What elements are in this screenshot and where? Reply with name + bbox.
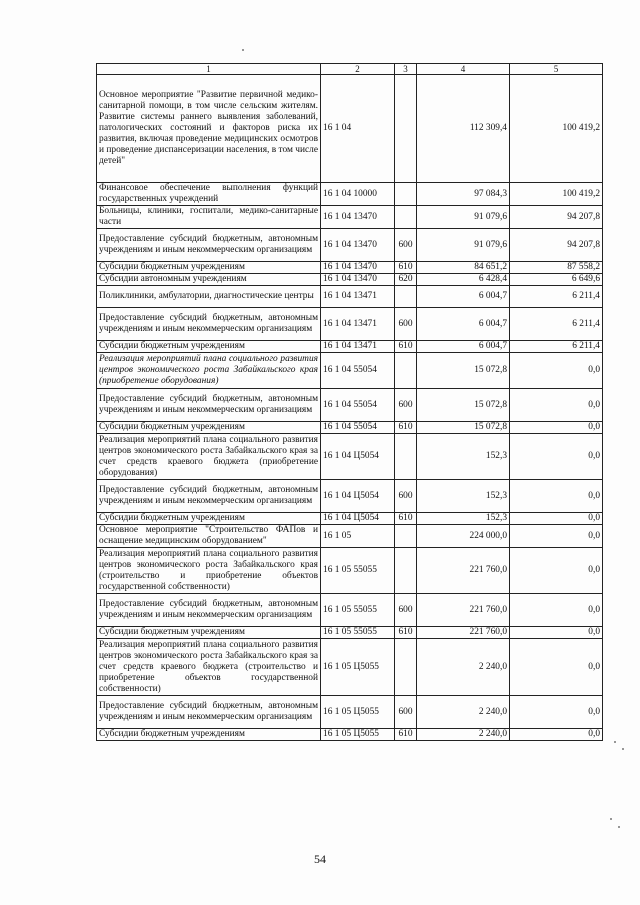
row-code-cell: 16 1 04 13470	[321, 229, 395, 262]
row-code-cell: 16 1 05 Ц5055	[321, 696, 395, 729]
row-amount-2-cell: 100 419,2	[510, 183, 603, 206]
row-amount-1-cell: 6 004,7	[417, 308, 510, 341]
row-amount-2-cell: 0,0	[510, 729, 603, 741]
row-name-cell: Предоставление субсидий бюджетным, автономным учреждениям и иным некоммерческим организациям	[97, 308, 321, 341]
table-row	[97, 341, 603, 353]
row-code-cell: 16 1 04 13471	[321, 286, 395, 308]
row-amount-2-cell: 0,0	[510, 353, 603, 389]
row-name-cell: Поликлиники, амбулатории, диагностические центры	[97, 286, 321, 308]
row-expense-kind-cell	[395, 639, 417, 696]
row-name-cell: Предоставление субсидий бюджетным, автономным учреждениям и иным некоммерческим организациям	[97, 480, 321, 513]
row-amount-2-cell: 94 207,8	[510, 229, 603, 262]
row-code-cell: 16 1 04 55054	[321, 353, 395, 389]
table-row	[97, 696, 603, 729]
row-name-cell: Реализация мероприятий плана социального развития центров экономического роста Забайкальского края (строительство и приобретение объектов государственной собственности)	[97, 548, 321, 594]
table-row	[97, 229, 603, 262]
row-expense-kind-cell: 600	[395, 308, 417, 341]
row-amount-1-cell: 97 084,3	[417, 183, 510, 206]
row-amount-1-cell: 6 004,7	[417, 286, 510, 308]
table-row	[97, 594, 603, 627]
row-amount-1-cell: 15 072,8	[417, 422, 510, 434]
row-amount-2-cell: 6 211,4	[510, 308, 603, 341]
row-amount-2-cell: 6 649,6	[510, 274, 603, 286]
table-row	[97, 262, 603, 274]
row-amount-2-cell: 0,0	[510, 389, 603, 422]
row-name-cell: Реализация мероприятий плана социального развития центров экономического роста Забайкальского края за счет средств краевого бюджета (строительство и приобретение объектов государственной собственности)	[97, 639, 321, 696]
row-code-cell: 16 1 05 Ц5055	[321, 639, 395, 696]
row-expense-kind-cell: 600	[395, 594, 417, 627]
row-code-cell: 16 1 04 13470	[321, 206, 395, 229]
row-amount-2-cell: 0,0	[510, 696, 603, 729]
scan-speck	[618, 826, 620, 828]
table-row	[97, 183, 603, 206]
row-amount-1-cell: 6 004,7	[417, 341, 510, 353]
table-row	[97, 206, 603, 229]
row-amount-2-cell: 0,0	[510, 594, 603, 627]
row-amount-2-cell: 0,0	[510, 639, 603, 696]
row-code-cell: 16 1 05 55055	[321, 548, 395, 594]
row-expense-kind-cell	[395, 286, 417, 308]
row-expense-kind-cell: 610	[395, 627, 417, 639]
column-number: 4	[417, 64, 510, 75]
row-name-cell: Основное мероприятие "Развитие первичной медико-санитарной помощи, в том числе сельским жителям. Развитие системы раннего выявления заболеваний, патологических состояний и факторов риска их развития, включая проведение медицинских осмотров и проведение диспансеризации населения, в том числе детей"	[97, 75, 321, 183]
row-amount-1-cell: 224 000,0	[417, 525, 510, 548]
row-amount-1-cell: 91 079,6	[417, 206, 510, 229]
row-expense-kind-cell	[395, 525, 417, 548]
row-amount-2-cell: 0,0	[510, 513, 603, 525]
table-row	[97, 389, 603, 422]
row-name-cell: Предоставление субсидий бюджетным, автономным учреждениям и иным некоммерческим организациям	[97, 696, 321, 729]
row-name-cell: Реализация мероприятий плана социального развития центров экономического роста Забайкальского края за счет средств краевого бюджета (приобретение оборудования)	[97, 434, 321, 480]
scan-speck	[610, 818, 612, 820]
table-row	[97, 75, 603, 183]
row-expense-kind-cell	[395, 183, 417, 206]
row-expense-kind-cell: 610	[395, 422, 417, 434]
table-row	[97, 353, 603, 389]
row-name-cell: Субсидии бюджетным учреждениям	[97, 422, 321, 434]
row-code-cell: 16 1 05 55055	[321, 627, 395, 639]
row-name-cell: Предоставление субсидий бюджетным, автономным учреждениям и иным некоммерческим организациям	[97, 594, 321, 627]
row-amount-1-cell: 15 072,8	[417, 353, 510, 389]
row-code-cell: 16 1 04 Ц5054	[321, 434, 395, 480]
row-amount-1-cell: 91 079,6	[417, 229, 510, 262]
row-amount-2-cell: 94 207,8	[510, 206, 603, 229]
row-code-cell: 16 1 04	[321, 75, 395, 183]
row-code-cell: 16 1 04 13470	[321, 262, 395, 274]
row-amount-1-cell: 2 240,0	[417, 729, 510, 741]
row-code-cell: 16 1 04 55054	[321, 389, 395, 422]
row-amount-1-cell: 152,3	[417, 480, 510, 513]
row-name-cell: Субсидии автономным учреждениям	[97, 274, 321, 286]
table-row	[97, 627, 603, 639]
row-expense-kind-cell	[395, 548, 417, 594]
row-expense-kind-cell	[395, 434, 417, 480]
row-expense-kind-cell: 620	[395, 274, 417, 286]
row-expense-kind-cell: 610	[395, 341, 417, 353]
row-code-cell: 16 1 05 55055	[321, 594, 395, 627]
row-name-cell: Субсидии бюджетным учреждениям	[97, 729, 321, 741]
table-row	[97, 434, 603, 480]
row-amount-2-cell: 100 419,2	[510, 75, 603, 183]
row-code-cell: 16 1 04 55054	[321, 422, 395, 434]
table-row	[97, 422, 603, 434]
row-code-cell: 16 1 04 Ц5054	[321, 513, 395, 525]
row-name-cell: Субсидии бюджетным учреждениям	[97, 627, 321, 639]
table-row	[97, 274, 603, 286]
row-code-cell: 16 1 05 Ц5055	[321, 729, 395, 741]
row-amount-2-cell: 0,0	[510, 548, 603, 594]
row-amount-1-cell: 152,3	[417, 513, 510, 525]
table-row	[97, 480, 603, 513]
table-row	[97, 308, 603, 341]
row-amount-2-cell: 0,0	[510, 422, 603, 434]
row-expense-kind-cell: 610	[395, 513, 417, 525]
row-amount-1-cell: 2 240,0	[417, 639, 510, 696]
row-expense-kind-cell	[395, 206, 417, 229]
column-number: 3	[395, 64, 417, 75]
row-name-cell: Субсидии бюджетным учреждениям	[97, 262, 321, 274]
budget-table	[96, 63, 603, 741]
table-row	[97, 729, 603, 741]
row-expense-kind-cell: 610	[395, 729, 417, 741]
row-amount-1-cell: 2 240,0	[417, 696, 510, 729]
row-expense-kind-cell: 610	[395, 262, 417, 274]
row-amount-2-cell: 87 558,2	[510, 262, 603, 274]
table-row	[97, 525, 603, 548]
budget-table-body	[97, 64, 603, 741]
table-row	[97, 548, 603, 594]
row-name-cell: Предоставление субсидий бюджетным, автономным учреждениям и иным некоммерческим организациям	[97, 229, 321, 262]
row-expense-kind-cell: 600	[395, 229, 417, 262]
row-expense-kind-cell: 600	[395, 480, 417, 513]
column-number-row	[97, 64, 603, 75]
row-expense-kind-cell	[395, 353, 417, 389]
row-expense-kind-cell	[395, 75, 417, 183]
row-amount-1-cell: 221 760,0	[417, 548, 510, 594]
row-amount-1-cell: 84 651,2	[417, 262, 510, 274]
row-code-cell: 16 1 04 13471	[321, 341, 395, 353]
row-name-cell: Реализация мероприятий плана социального развития центров экономического роста Забайкальского края (приобретение оборудования)	[97, 353, 321, 389]
table-row	[97, 513, 603, 525]
column-number: 5	[510, 64, 603, 75]
row-name-cell: Финансовое обеспечение выполнения функций государственных учреждений	[97, 183, 321, 206]
row-amount-1-cell: 112 309,4	[417, 75, 510, 183]
row-name-cell: Основное мероприятие "Строительство ФАПов и оснащение медицинским оборудованием"	[97, 525, 321, 548]
row-expense-kind-cell: 600	[395, 389, 417, 422]
row-amount-1-cell: 152,3	[417, 434, 510, 480]
row-code-cell: 16 1 04 10000	[321, 183, 395, 206]
column-number: 1	[97, 64, 321, 75]
row-name-cell: Предоставление субсидий бюджетным, автономным учреждениям и иным некоммерческим организациям	[97, 389, 321, 422]
scan-speck	[622, 748, 624, 750]
scan-speck	[614, 741, 616, 743]
row-amount-2-cell: 0,0	[510, 480, 603, 513]
row-amount-2-cell: 0,0	[510, 525, 603, 548]
row-name-cell: Больницы, клиники, госпитали, медико-санитарные части	[97, 206, 321, 229]
row-amount-1-cell: 6 428,4	[417, 274, 510, 286]
row-name-cell: Субсидии бюджетным учреждениям	[97, 341, 321, 353]
row-amount-2-cell: 6 211,4	[510, 341, 603, 353]
row-code-cell: 16 1 04 13470	[321, 274, 395, 286]
row-code-cell: 16 1 05	[321, 525, 395, 548]
scan-speck	[242, 49, 244, 51]
row-code-cell: 16 1 04 Ц5054	[321, 480, 395, 513]
page-number: 54	[314, 852, 326, 866]
row-amount-2-cell: 6 211,4	[510, 286, 603, 308]
row-amount-2-cell: 0,0	[510, 627, 603, 639]
row-amount-1-cell: 221 760,0	[417, 627, 510, 639]
row-amount-1-cell: 221 760,0	[417, 594, 510, 627]
table-row	[97, 639, 603, 696]
row-expense-kind-cell: 600	[395, 696, 417, 729]
row-amount-2-cell: 0,0	[510, 434, 603, 480]
row-code-cell: 16 1 04 13471	[321, 308, 395, 341]
column-number: 2	[321, 64, 395, 75]
table-row	[97, 286, 603, 308]
row-amount-1-cell: 15 072,8	[417, 389, 510, 422]
row-name-cell: Субсидии бюджетным учреждениям	[97, 513, 321, 525]
